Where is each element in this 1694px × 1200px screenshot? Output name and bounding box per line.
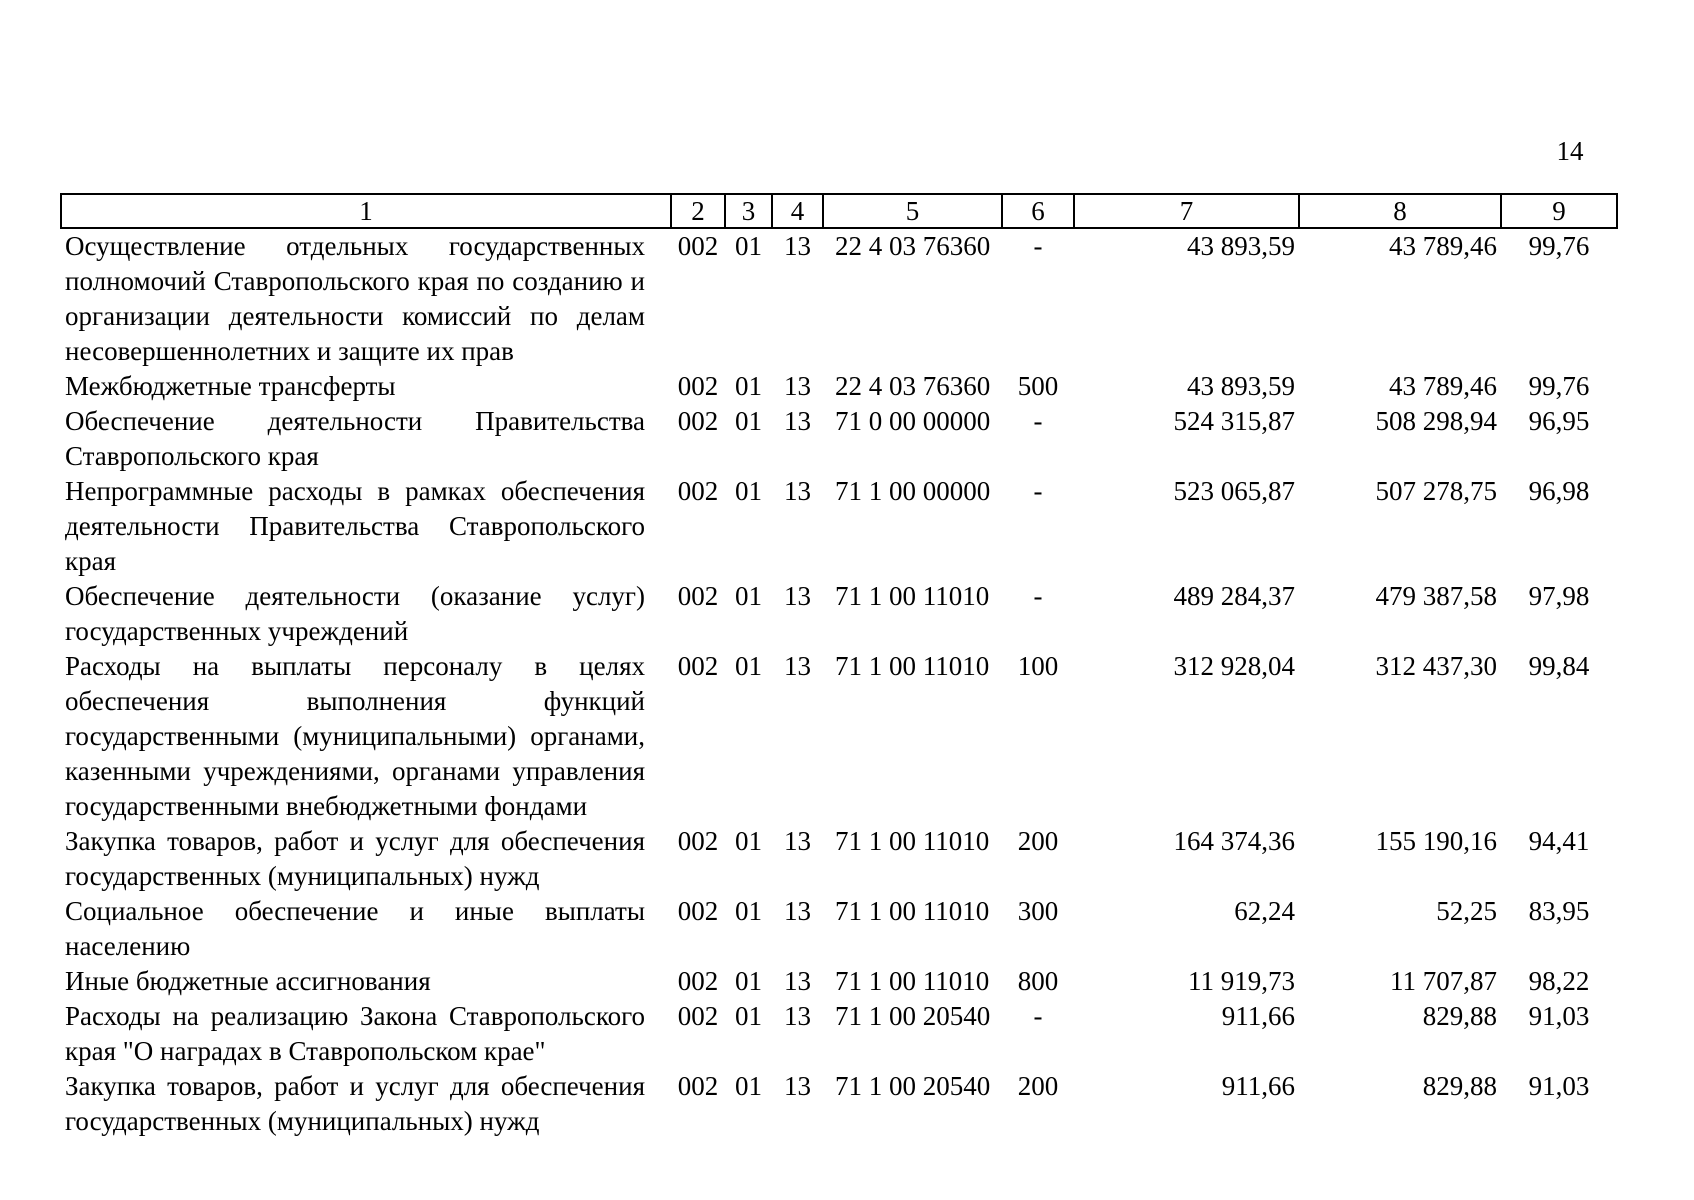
cell-col-3: 01 — [735, 406, 762, 436]
cell-col-7: 911,66 — [1221, 1071, 1295, 1101]
cell-col-8: 312 437,30 — [1375, 651, 1497, 681]
table-row — [61, 404, 1617, 474]
table-row — [61, 649, 1617, 824]
cell-col-8: 43 789,46 — [1389, 231, 1497, 261]
cell-col-5: 71 1 00 00000 — [835, 476, 991, 506]
cell-col-9: 98,22 — [1528, 966, 1590, 996]
row-name: Обеспечение деятельности (оказание услуг) государственных учреждений — [65, 581, 645, 646]
cell-col-3: 01 — [735, 1001, 762, 1031]
cell-col-6: 200 — [1017, 1071, 1059, 1101]
cell-col-9: 97,98 — [1528, 581, 1590, 611]
cell-col-3: 01 — [735, 581, 762, 611]
row-name: Межбюджетные трансферты — [65, 371, 396, 401]
cell-col-7: 911,66 — [1221, 1001, 1295, 1031]
cell-col-7: 524 315,87 — [1173, 406, 1295, 436]
row-name: Социальное обеспечение и иные выплаты населению — [65, 896, 645, 961]
row-name: Непрограммные расходы в рамках обеспечения деятельности Правительства Ставропольского края — [65, 476, 645, 576]
cell-col-9: 96,98 — [1528, 476, 1590, 506]
cell-col-2: 002 — [677, 826, 719, 856]
row-name: Закупка товаров, работ и услуг для обеспечения государственных (муниципальных) нужд — [65, 826, 645, 891]
cell-col-9: 94,41 — [1528, 826, 1590, 856]
row-name: Осуществление отдельных государственных полномочий Ставропольского края по созданию и организации деятельности комиссий по делам несовершеннолетних и защите их прав — [65, 231, 645, 366]
cell-col-2: 002 — [677, 1071, 719, 1101]
table-row — [61, 579, 1617, 649]
header-col-6: 6 — [1002, 194, 1074, 228]
row-name: Расходы на выплаты персоналу в целях обеспечения выполнения функций государственными (муниципальными) органами, казенными учреждениями, органами управления государственными внебюджетными фондами — [65, 651, 645, 821]
cell-col-4: 13 — [784, 966, 811, 996]
cell-col-5: 22 4 03 76360 — [835, 231, 991, 261]
page-number: 14 — [1556, 136, 1584, 166]
cell-col-2: 002 — [677, 476, 719, 506]
table-row — [61, 369, 1617, 404]
cell-col-4: 13 — [784, 896, 811, 926]
budget-table — [60, 193, 1618, 1139]
table-row — [61, 894, 1617, 964]
cell-col-5: 71 1 00 11010 — [835, 651, 990, 681]
cell-col-3: 01 — [735, 371, 762, 401]
cell-col-9: 83,95 — [1528, 896, 1590, 926]
table-header — [61, 194, 1617, 228]
row-name: Иные бюджетные ассигнования — [65, 966, 431, 996]
cell-col-4: 13 — [784, 406, 811, 436]
cell-col-2: 002 — [677, 581, 719, 611]
cell-col-5: 71 1 00 11010 — [835, 966, 990, 996]
cell-col-4: 13 — [784, 651, 811, 681]
cell-col-8: 508 298,94 — [1375, 406, 1497, 436]
cell-col-8: 829,88 — [1422, 1071, 1497, 1101]
table-row — [61, 964, 1617, 999]
cell-col-5: 71 1 00 11010 — [835, 896, 990, 926]
cell-col-8: 479 387,58 — [1375, 581, 1497, 611]
cell-col-6: 100 — [1017, 651, 1059, 681]
cell-col-4: 13 — [784, 1001, 811, 1031]
header-col-2: 2 — [671, 194, 725, 228]
cell-col-9: 96,95 — [1528, 406, 1590, 436]
table-row — [61, 474, 1617, 579]
cell-col-3: 01 — [735, 966, 762, 996]
cell-col-9: 99,76 — [1528, 231, 1590, 261]
cell-col-2: 002 — [677, 406, 719, 436]
header-col-1: 1 — [61, 194, 671, 228]
cell-col-5: 71 1 00 11010 — [835, 826, 990, 856]
cell-col-4: 13 — [784, 231, 811, 261]
cell-col-3: 01 — [735, 826, 762, 856]
cell-col-6: 300 — [1017, 896, 1059, 926]
cell-col-3: 01 — [735, 896, 762, 926]
cell-col-5: 71 1 00 20540 — [835, 1071, 991, 1101]
cell-col-8: 829,88 — [1422, 1001, 1497, 1031]
header-row — [61, 194, 1617, 228]
cell-col-6: - — [1033, 231, 1043, 261]
cell-col-6: - — [1033, 1001, 1043, 1031]
header-col-4: 4 — [772, 194, 823, 228]
row-name: Обеспечение деятельности Правительства Ставропольского края — [65, 406, 645, 471]
cell-col-3: 01 — [735, 231, 762, 261]
table-body — [61, 228, 1617, 1139]
cell-col-4: 13 — [784, 371, 811, 401]
cell-col-7: 312 928,04 — [1173, 651, 1295, 681]
cell-col-7: 43 893,59 — [1187, 371, 1295, 401]
header-col-7: 7 — [1074, 194, 1299, 228]
cell-col-7: 489 284,37 — [1173, 581, 1295, 611]
cell-col-7: 164 374,36 — [1173, 826, 1295, 856]
table-row — [61, 228, 1617, 369]
cell-col-8: 507 278,75 — [1375, 476, 1497, 506]
cell-col-9: 99,76 — [1528, 371, 1590, 401]
cell-col-8: 11 707,87 — [1390, 966, 1497, 996]
header-col-8: 8 — [1299, 194, 1501, 228]
cell-col-7: 523 065,87 — [1173, 476, 1295, 506]
table-row — [61, 824, 1617, 894]
cell-col-9: 91,03 — [1528, 1001, 1590, 1031]
cell-col-8: 52,25 — [1436, 896, 1497, 926]
cell-col-6: 800 — [1017, 966, 1059, 996]
cell-col-3: 01 — [735, 651, 762, 681]
cell-col-2: 002 — [677, 371, 719, 401]
cell-col-3: 01 — [735, 476, 762, 506]
cell-col-4: 13 — [784, 826, 811, 856]
cell-col-5: 71 0 00 00000 — [835, 406, 991, 436]
cell-col-6: 500 — [1017, 371, 1059, 401]
cell-col-6: - — [1033, 406, 1043, 436]
cell-col-4: 13 — [784, 476, 811, 506]
cell-col-2: 002 — [677, 231, 719, 261]
cell-col-9: 91,03 — [1528, 1071, 1590, 1101]
cell-col-5: 71 1 00 11010 — [835, 581, 990, 611]
cell-col-2: 002 — [677, 651, 719, 681]
cell-col-2: 002 — [677, 966, 719, 996]
cell-col-9: 99,84 — [1528, 651, 1590, 681]
cell-col-3: 01 — [735, 1071, 762, 1101]
cell-col-2: 002 — [677, 1001, 719, 1031]
cell-col-5: 22 4 03 76360 — [835, 371, 991, 401]
cell-col-6: - — [1033, 476, 1043, 506]
cell-col-5: 71 1 00 20540 — [835, 1001, 991, 1031]
cell-col-4: 13 — [784, 1071, 811, 1101]
cell-col-6: 200 — [1017, 826, 1059, 856]
cell-col-2: 002 — [677, 896, 719, 926]
cell-col-4: 13 — [784, 581, 811, 611]
cell-col-8: 43 789,46 — [1389, 371, 1497, 401]
cell-col-6: - — [1033, 581, 1043, 611]
row-name: Закупка товаров, работ и услуг для обеспечения государственных (муниципальных) нужд — [65, 1071, 645, 1136]
header-col-3: 3 — [725, 194, 772, 228]
cell-col-7: 62,24 — [1234, 896, 1295, 926]
row-name: Расходы на реализацию Закона Ставропольского края "О наградах в Ставропольском крае" — [65, 1001, 645, 1066]
cell-col-8: 155 190,16 — [1375, 826, 1497, 856]
header-col-9: 9 — [1501, 194, 1617, 228]
cell-col-7: 43 893,59 — [1187, 231, 1295, 261]
table-row — [61, 999, 1617, 1069]
cell-col-7: 11 919,73 — [1188, 966, 1295, 996]
table-row — [61, 1069, 1617, 1139]
header-col-5: 5 — [823, 194, 1002, 228]
